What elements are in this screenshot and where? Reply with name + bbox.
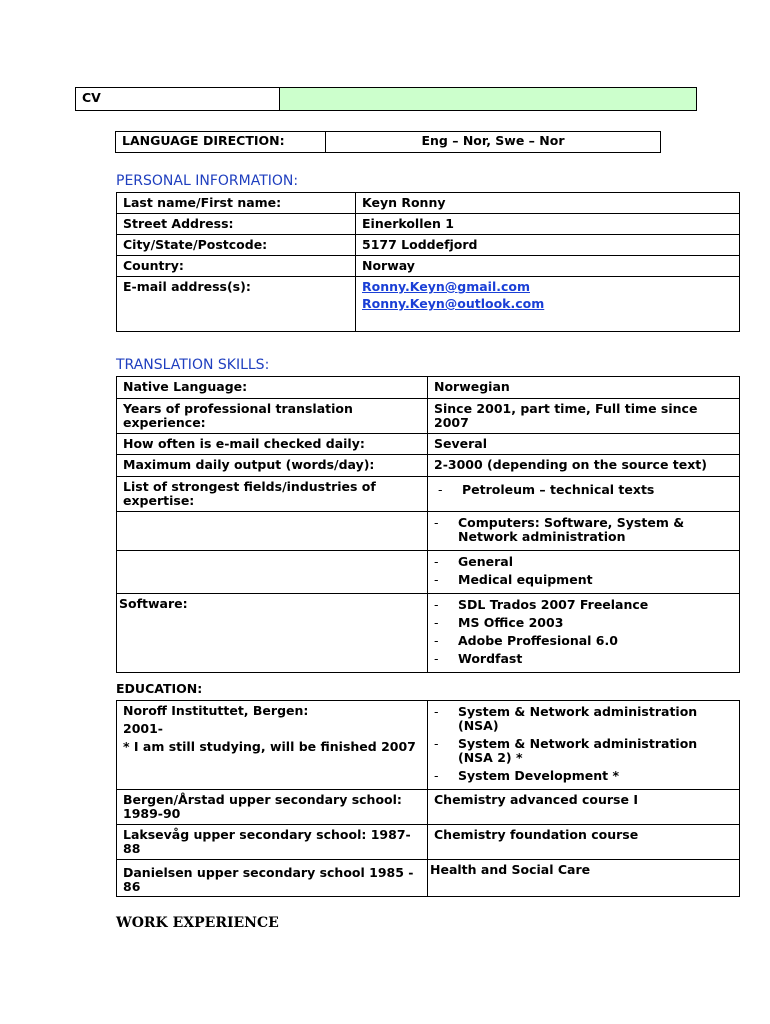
education-table [116,700,740,897]
school-name: Noroff Instituttet, Bergen: [123,703,309,718]
translation-skills-heading: TRANSLATION SKILLS: [116,357,270,373]
personal-value: 5177 Loddefjord [356,235,740,256]
education-heading: EDUCATION: [116,681,203,696]
email-label: E-mail address(s): [117,277,356,332]
school-name: Danielsen upper secondary school 1985 - 86 [117,860,428,897]
software-item: - Adobe Proffesional 6.0 [434,634,733,648]
course-item: - System & Network administration (NSA 2) * [434,737,733,765]
personal-value: Keyn Ronny [356,193,740,214]
skill-label: Native Language: [117,377,428,399]
school-name: Bergen/Årstad upper secondary school: 1989-90 [117,790,428,825]
empty-cell [117,551,428,594]
school-name: Laksevåg upper secondary school: 1987-88 [117,825,428,860]
field-item: - Petroleum – technical texts [438,483,733,497]
personal-value: Einerkollen 1 [356,214,740,235]
school-note: * I am still studying, will be finished 2007 [123,739,416,754]
personal-info-table [116,192,740,332]
course-name: Chemistry advanced course I [428,790,740,825]
empty-cell [117,512,428,551]
software-item: - Wordfast [434,652,733,666]
email-link-gmail[interactable]: Ronny.Keyn@gmail.com [362,279,530,294]
field-item: - Medical equipment [434,573,733,587]
skill-value: 2-3000 (depending on the source text) [428,455,740,477]
translation-skills-table [116,376,740,673]
skill-label: How often is e-mail checked daily: [117,434,428,455]
work-experience-heading: WORK EXPERIENCE [116,915,279,931]
software-item: - SDL Trados 2007 Freelance [434,598,733,612]
language-direction-label: LANGUAGE DIRECTION: [116,132,326,153]
cv-name-field [280,88,697,111]
language-direction-value: Eng – Nor, Swe – Nor [326,132,661,153]
course-item: - System & Network administration (NSA) [434,705,733,733]
cv-header-bar [75,87,697,111]
course-item: - System Development * [434,769,733,783]
software-label: Software: [117,594,428,673]
school-years: 2001- [123,721,163,736]
field-item: - Computers: Software, System & Network administration [434,516,733,544]
skill-label: Years of professional translation experience: [117,399,428,434]
course-name: Chemistry foundation course [428,825,740,860]
personal-value: Norway [356,256,740,277]
course-name: Health and Social Care [428,860,740,897]
skill-value: Several [428,434,740,455]
skill-label: Maximum daily output (words/day): [117,455,428,477]
software-item: - MS Office 2003 [434,616,733,630]
personal-label: Last name/First name: [117,193,356,214]
skill-value: Norwegian [428,377,740,399]
personal-label: Street Address: [117,214,356,235]
language-direction-table [115,131,661,153]
skill-value: Since 2001, part time, Full time since 2007 [428,399,740,434]
personal-label: Country: [117,256,356,277]
email-link-outlook[interactable]: Ronny.Keyn@outlook.com [362,296,545,311]
personal-label: City/State/Postcode: [117,235,356,256]
fields-label: List of strongest fields/industries of expertise: [117,477,428,512]
field-item: - General [434,555,733,569]
cv-label: CV [76,88,280,111]
personal-info-heading: PERSONAL INFORMATION: [116,173,299,189]
